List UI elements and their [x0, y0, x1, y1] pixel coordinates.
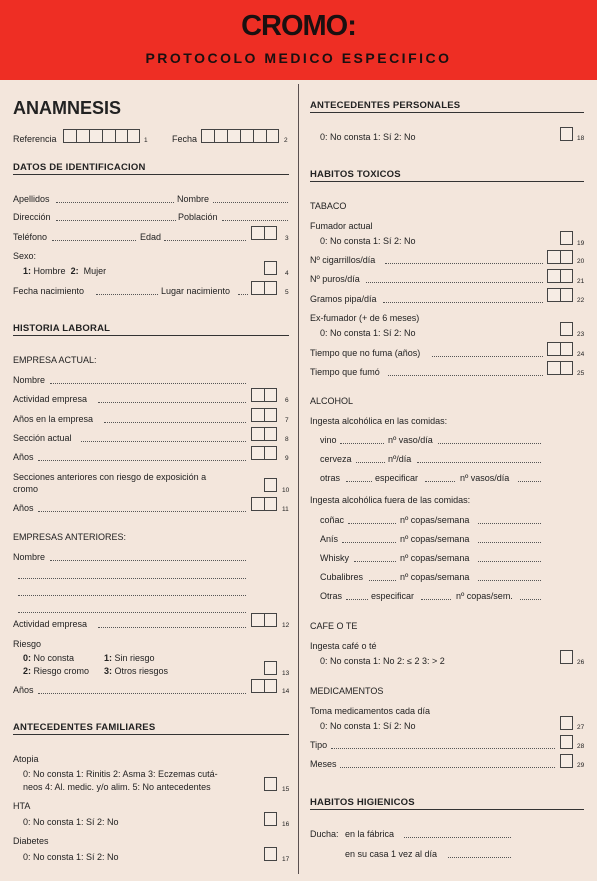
cafe-options: 0: No consta 1: No 2: ≤ 2 3: > 2 [320, 656, 445, 666]
ducha-casa-field[interactable] [448, 857, 511, 858]
exfumador-label: Ex-fumador (+ de 6 meses) [310, 313, 420, 323]
field-number: 12 [282, 622, 290, 629]
anos3-label: Años [13, 685, 34, 695]
anos-label: Años [13, 452, 34, 462]
datos-identificacion-heading: DATOS DE IDENTIFICACION [13, 162, 146, 173]
fecha-label: Fecha [172, 134, 198, 144]
field-number: 28 [577, 743, 585, 750]
field-number: 22 [577, 297, 585, 304]
form-subtitle: PROTOCOLO MEDICO ESPECIFICO [145, 50, 452, 66]
direccion-field[interactable] [56, 220, 176, 221]
sexo-label: Sexo: [13, 251, 37, 261]
habitos-higienicos-heading: HABITOS HIGIENICOS [310, 797, 415, 808]
field-number: 8 [285, 436, 289, 443]
diabetes-options: 0: No consta 1: Sí 2: No [23, 852, 119, 862]
nombre-field[interactable] [213, 202, 288, 203]
referencia-label: Referencia [13, 134, 57, 144]
otras2-label: Otras [320, 591, 343, 601]
especificar-label: especificar [375, 473, 419, 483]
actividad-empresa2-label: Actividad empresa [13, 619, 88, 629]
direccion-label: Dirección [13, 212, 51, 222]
seccion-actual-label: Sección actual [13, 433, 72, 443]
field-number: 10 [282, 487, 290, 494]
apellidos-label: Apellidos [13, 194, 50, 204]
medicamentos-heading: MEDICAMENTOS [310, 686, 384, 696]
personales-box[interactable] [560, 127, 573, 141]
ducha-fabrica-field[interactable] [404, 837, 511, 838]
field-number: 17 [282, 856, 290, 863]
field-number: 27 [577, 724, 585, 731]
atopia-options-2: neos 4: Al. medic. y/o alim. 5: No antecedentes [23, 782, 211, 792]
nombre-label: Nombre [177, 194, 210, 204]
hta-label: HTA [13, 801, 31, 811]
anos2-label: Años [13, 503, 34, 513]
actividad-empresa-label: Actividad empresa [13, 394, 88, 404]
fumador-box[interactable] [560, 231, 573, 245]
field-number: 16 [282, 821, 290, 828]
toma-medicamentos-label: Toma medicamentos cada día [310, 706, 431, 716]
field-number: 21 [577, 278, 585, 285]
toma-box[interactable] [560, 716, 573, 730]
ingesta-fuera-label: Ingesta alcohólica fuera de las comidas: [310, 495, 471, 505]
cigarrillos-label: Nº cigarrillos/día [310, 255, 376, 265]
cafe-box[interactable] [560, 650, 573, 664]
header-banner [0, 0, 597, 80]
fecha-nacimiento-label: Fecha nacimiento [13, 286, 85, 296]
meses-box[interactable] [560, 754, 573, 768]
empresa-nombre-label: Nombre [13, 375, 46, 385]
field-number: 7 [285, 417, 289, 424]
field-number: 19 [577, 240, 585, 247]
hta-options: 0: No consta 1: Sí 2: No [23, 817, 119, 827]
edad-label: Edad [140, 232, 162, 242]
tipo-box[interactable] [560, 735, 573, 749]
field-number: 25 [577, 370, 585, 377]
field-number: 29 [577, 762, 585, 769]
puros-label: Nº puros/día [310, 274, 360, 284]
conac-unit: nº copas/semana [400, 515, 470, 525]
sexo-box[interactable] [264, 261, 277, 275]
secciones-anteriores-label-2: cromo [13, 484, 39, 494]
historia-laboral-heading: HISTORIA LABORAL [13, 323, 111, 334]
conac-label: coñac [320, 515, 345, 525]
empresa-actual-heading: EMPRESA ACTUAL: [13, 355, 97, 365]
antecedentes-familiares-heading: ANTECEDENTES FAMILIARES [13, 722, 156, 733]
lugar-nacimiento-label: Lugar nacimiento [161, 286, 231, 296]
field-number: 18 [577, 135, 585, 142]
poblacion-label: Población [178, 212, 218, 222]
copas-sem-unit: nº copas/sem. [456, 591, 513, 601]
vasos-dia-unit: nº vasos/día [460, 473, 510, 483]
riesgo-options-1b: 1: Sin riesgo [104, 653, 155, 663]
cubalibres-label: Cubalibres [320, 572, 364, 582]
toma-options: 0: No consta 1: Sí 2: No [320, 721, 416, 731]
field-number: 3 [285, 235, 289, 242]
ingesta-cafe-label: Ingesta café o té [310, 641, 377, 651]
anos-empresa-label: Años en la empresa [13, 414, 94, 424]
secciones-anteriores-box[interactable] [264, 478, 277, 492]
whisky-unit: nº copas/semana [400, 553, 470, 563]
field-number: 24 [577, 351, 585, 358]
habitos-toxicos-heading: HABITOS TOXICOS [310, 169, 401, 180]
riesgo-options-2b: 3: Otros riesgos [104, 666, 169, 676]
field-number: 11 [282, 506, 289, 513]
ducha-fabrica-label: en la fábrica [345, 829, 395, 839]
tipo-label: Tipo [310, 740, 328, 750]
otras-label: otras [320, 473, 341, 483]
field-number: 4 [285, 270, 289, 277]
form-title: CROMO: [241, 10, 356, 42]
vino-label: vino [320, 435, 337, 445]
meses-label: Meses [310, 759, 337, 769]
cafe-heading: CAFE O TE [310, 621, 358, 631]
telefono-field[interactable] [52, 240, 136, 241]
empresas-anteriores-nombre-label: Nombre [13, 552, 46, 562]
empresa-nombre-field[interactable] [50, 383, 246, 384]
secciones-anteriores-label: Secciones anteriores con riesgo de exposición a [13, 472, 207, 482]
poblacion-field[interactable] [222, 220, 288, 221]
fumador-options: 0: No consta 1: Sí 2: No [320, 236, 416, 246]
anis-label: Anís [320, 534, 339, 544]
diabetes-box[interactable] [264, 847, 277, 861]
atopia-box[interactable] [264, 777, 277, 791]
empresas-anteriores-nombre-field[interactable] [50, 560, 246, 561]
field-number: 23 [577, 331, 585, 338]
especificar2-label: especificar [371, 591, 415, 601]
field-number: 20 [577, 258, 585, 265]
field-number: 13 [282, 670, 290, 677]
ingesta-comidas-label: Ingesta alcohólica en las comidas: [310, 416, 448, 426]
riesgo-box[interactable] [264, 661, 277, 675]
riesgo-options-2: 2: Riesgo cromo [23, 666, 90, 676]
diabetes-label: Diabetes [13, 836, 49, 846]
field-number: 26 [577, 659, 585, 666]
field-number: 9 [285, 455, 289, 462]
gramos-pipa-label: Gramos pipa/día [310, 294, 377, 304]
exfumador-box[interactable] [560, 322, 573, 336]
tiempo-no-fuma-label: Tiempo que no fuma (años) [310, 348, 421, 358]
telefono-label: Teléfono [13, 232, 48, 242]
cubalibres-unit: nº copas/semana [400, 572, 470, 582]
field-number: 5 [285, 289, 289, 296]
ducha-casa-label: en su casa 1 vez al día [345, 849, 438, 859]
fumador-actual-label: Fumador actual [310, 221, 373, 231]
anis-unit: nº copas/semana [400, 534, 470, 544]
ducha-label: Ducha: [310, 829, 339, 839]
cerveza-unit: nº/día [388, 454, 412, 464]
atopia-options-1: 0: No consta 1: Rinitis 2: Asma 3: Eczemas cutá- [23, 769, 218, 779]
empresas-anteriores-heading: EMPRESAS ANTERIORES: [13, 532, 127, 542]
field-number: 2 [284, 137, 288, 144]
tabaco-heading: TABACO [310, 201, 347, 211]
riesgo-label: Riesgo [13, 639, 42, 649]
fecha-nacimiento-field[interactable] [96, 294, 158, 295]
cerveza-label: cerveza [320, 454, 352, 464]
field-number: 1 [144, 137, 148, 144]
field-number: 15 [282, 786, 290, 793]
field-number: 14 [282, 688, 290, 695]
vino-unit: nº vaso/día [388, 435, 433, 445]
whisky-label: Whisky [320, 553, 349, 563]
tiempo-fumo-label: Tiempo que fumó [310, 367, 380, 377]
atopia-label: Atopia [13, 754, 39, 764]
personales-options: 0: No consta 1: Sí 2: No [320, 132, 416, 142]
exfumador-options: 0: No consta 1: Sí 2: No [320, 328, 416, 338]
hta-box[interactable] [264, 812, 277, 826]
riesgo-options-1: 0: No consta [23, 653, 75, 663]
field-number: 6 [285, 397, 289, 404]
antecedentes-personales-heading: ANTECEDENTES PERSONALES [310, 100, 461, 111]
alcohol-heading: ALCOHOL [310, 396, 354, 406]
column-divider [298, 84, 299, 874]
anamnesis-heading: ANAMNESIS [13, 98, 122, 118]
sexo-options: 1: Hombre 2: Mujer [23, 266, 107, 276]
